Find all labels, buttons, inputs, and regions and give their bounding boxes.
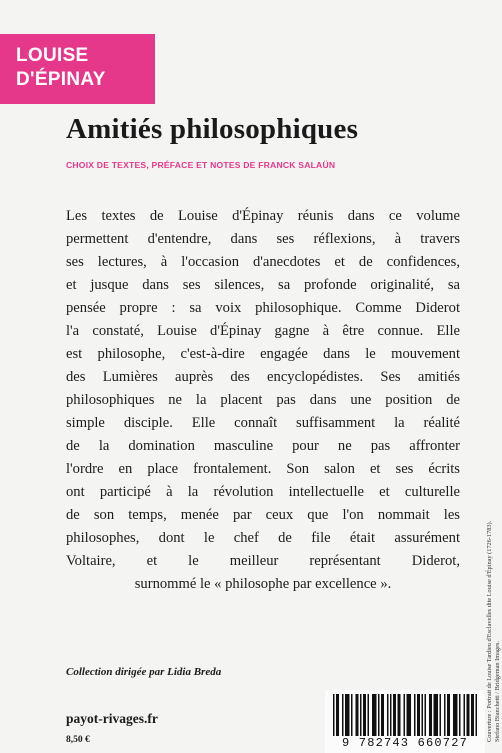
barcode-bar: [357, 694, 359, 736]
barcode-bar: [455, 694, 457, 736]
barcode-bar: [404, 694, 406, 736]
blurb-line: l'ordre en place frontalement. Son salon et ses écrits: [66, 461, 460, 477]
barcode-bar: [365, 694, 367, 736]
barcode-bar: [408, 694, 410, 736]
barcode-bar: [473, 694, 475, 736]
blurb-line: permettent d'entendre, dans ses réflexions, à travers: [66, 231, 460, 247]
author-name-box: [0, 34, 155, 104]
barcode-bar: [407, 694, 409, 736]
barcode-bar: [467, 694, 469, 736]
barcode-bar: [422, 694, 424, 736]
barcode-bar: [476, 694, 478, 736]
blurb-line: philosophes, dont le chef de file était assurément: [66, 530, 460, 546]
barcode-bar: [471, 694, 473, 736]
barcode-bar: [356, 694, 358, 736]
blurb-line: de son temps, menée par ceux que l'on nommait les: [66, 507, 460, 523]
barcode-bar: [393, 694, 395, 736]
barcode-bar: [419, 694, 421, 736]
blurb-line: surnommé le « philosophe par excellence ».: [134, 576, 392, 592]
publisher-website: payot-rivages.fr: [66, 711, 158, 726]
barcode-bar: [375, 694, 377, 736]
author-first-name: LOUISE: [16, 45, 89, 66]
collection-editor: Collection dirigée par Lidia Breda: [66, 666, 222, 678]
blurb-line: philosophiques ne la placent pas dans une position de: [66, 392, 460, 408]
blurb-line: de la domination masculine pour ne pas affronter: [66, 438, 460, 454]
barcode-bar: [374, 694, 376, 736]
barcode-bar: [440, 694, 442, 736]
blurb-line: simple disciple. Elle connaît suffisamment la réalité: [66, 415, 460, 431]
blurb-line: est philosophe, c'est-à-dire engagée dans le mouvement: [66, 346, 460, 362]
barcode-bar: [456, 694, 458, 736]
barcode-bar: [437, 694, 439, 736]
barcode-bar: [378, 694, 380, 736]
barcode-bar: [347, 694, 349, 736]
blurb-text: [66, 205, 460, 596]
barcode-bar: [434, 694, 436, 736]
barcode-bar: [363, 694, 365, 736]
barcode-bar: [464, 694, 466, 736]
barcode-bar: [435, 694, 437, 736]
barcode: [325, 690, 485, 753]
barcode-bar: [447, 694, 449, 736]
blurb-line: pensée propre : sa voix philosophique. Comme Diderot: [66, 300, 460, 316]
barcode-bar: [444, 694, 446, 736]
book-title: Amitiés philosophiques: [66, 113, 359, 145]
isbn-number: 9 782743 660727: [341, 736, 469, 750]
barcode-bar: [368, 694, 370, 736]
cover-credit-line: Stefano Bianchetti / Bridgeman Images.: [494, 641, 501, 742]
blurb-line: Voltaire, et le meilleur représentant Diderot,: [66, 553, 460, 569]
barcode-bar: [431, 694, 433, 736]
barcode-bar: [372, 694, 374, 736]
barcode-bar: [381, 694, 383, 736]
blurb-line: ses lectures, à l'occasion d'anecdotes et de confidences,: [66, 254, 460, 270]
barcode-bar: [398, 694, 400, 736]
barcode-bar: [449, 694, 451, 736]
barcode-bar: [425, 694, 427, 736]
barcode-bar: [336, 694, 338, 736]
blurb-line: ont participé à la révolution intellectuelle et culturelle: [66, 484, 460, 500]
barcode-bar: [417, 694, 419, 736]
barcode-bar: [410, 694, 412, 736]
barcode-bar: [468, 694, 470, 736]
barcode-bar: [414, 694, 416, 736]
barcode-bar: [387, 694, 389, 736]
barcode-bar: [453, 694, 455, 736]
barcode-bar: [459, 694, 461, 736]
barcode-bar: [351, 694, 353, 736]
blurb-line: Les textes de Louise d'Épinay réunis dans ce volume: [66, 208, 460, 224]
barcode-bar: [395, 694, 397, 736]
cover-credit-line: Couverture : Portrait de Louise Tardieu d'Esclavelles dite Louise d'Épinay (1726-1783).: [486, 520, 493, 742]
barcode-bar: [383, 694, 385, 736]
barcode-bar: [348, 694, 350, 736]
blurb-line: et jusque dans ses silences, sa profonde originalité, sa: [66, 277, 460, 293]
book-subtitle: CHOIX DE TEXTES, PRÉFACE ET NOTES DE FRANCK SALAÜN: [66, 160, 336, 170]
barcode-bar: [429, 694, 431, 736]
cover-credit: [486, 521, 502, 742]
barcode-bar: [333, 694, 335, 736]
blurb-line: l'a constaté, Louise d'Épinay gagne à être connue. Elle: [66, 323, 460, 339]
barcode-bar: [342, 694, 344, 736]
barcode-bar: [345, 694, 347, 736]
barcode-bar: [399, 694, 401, 736]
blurb-line: des Lumières auprès des encyclopédistes. Ses amitiés: [66, 369, 460, 385]
author-last-name: D'ÉPINAY: [16, 69, 106, 90]
barcode-bars: [333, 694, 477, 736]
barcode-bar: [338, 694, 340, 736]
barcode-bar: [360, 694, 362, 736]
price: 8,50 €: [66, 735, 90, 745]
barcode-bar: [390, 694, 392, 736]
